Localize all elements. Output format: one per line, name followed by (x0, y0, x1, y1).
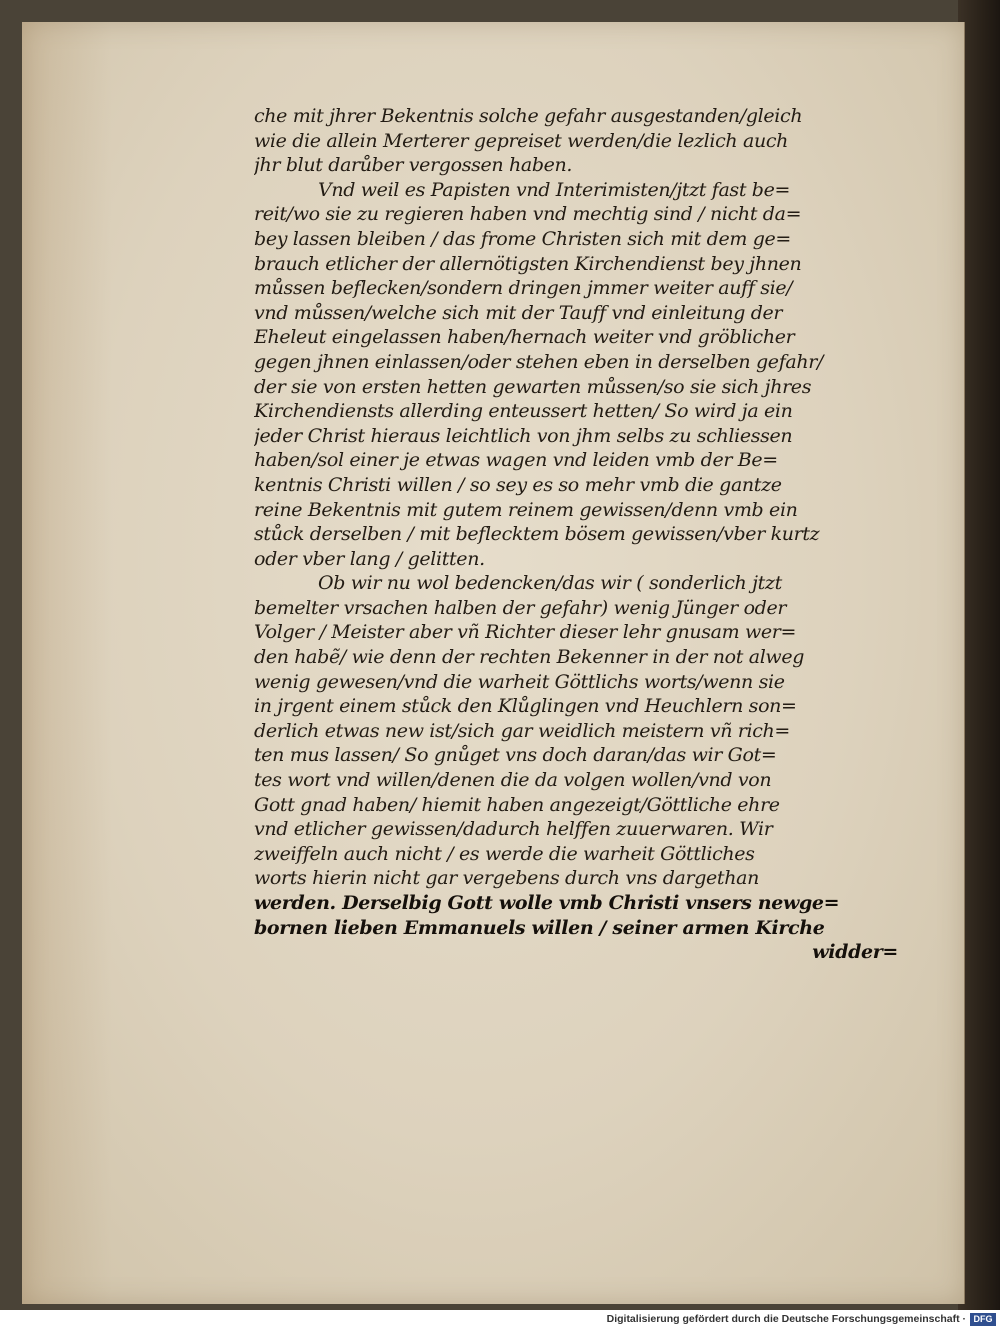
text-line: ten mus lassen/ So gnůget vns doch daran/das wir Got= (254, 744, 777, 767)
text-line: tes wort vnd willen/denen die da volgen wollen/vnd von (254, 769, 772, 792)
text-line: Volger / Meister aber vñ Richter dieser lehr gnusam wer= (254, 621, 797, 644)
text-line: Gott gnad haben/ hiemit haben angezeigt/Göttliche ehre (254, 793, 780, 816)
text-line: haben/sol einer je etwas wagen vnd leiden vmb der Be= (254, 449, 778, 472)
text-line: stůck derselben / mit beflecktem bösem gewissen/vber kurtz (254, 523, 820, 546)
text-line: zweiffeln auch nicht / es werde die warheit Göttliches (254, 842, 755, 865)
page-text (254, 104, 904, 1094)
digitization-footer (0, 1310, 1000, 1328)
text-line: Eheleut eingelassen haben/hernach weiter vnd gröblicher (254, 326, 795, 349)
text-line: der sie von ersten hetten gewarten můssen/so sie sich jhres (254, 375, 812, 398)
text-line: jeder Christ hieraus leichtlich von jhm selbs zu schliessen (254, 424, 793, 447)
text-line: wenig gewesen/vnd die warheit Göttlichs worts/wenn sie (254, 670, 785, 693)
text-line: bemelter vrsachen halben der gefahr) wenig Jünger oder (254, 596, 787, 619)
text-line: oder vber lang / gelitten. (254, 547, 485, 570)
text-line: werden. Derselbig Gott wolle vmb Christi vnsers newge= (254, 892, 840, 914)
text-line: den habẽ/ wie denn der rechten Bekenner in der not alweg (254, 646, 805, 669)
text-line: Kirchendiensts allerding enteussert hetten/ So wird ja ein (254, 400, 793, 423)
catchword: widder= (812, 941, 898, 964)
text-line: brauch etlicher der allernötigsten Kirchendienst bey jhnen (254, 252, 802, 275)
text-line: vnd etlicher gewissen/dadurch helffen zuuerwaren. Wir (254, 818, 773, 841)
paragraph-start-line: Vnd weil es Papisten vnd Interimisten/jtzt fast be= (318, 178, 791, 201)
text-line: můssen beflecken/sondern dringen jmmer weiter auff sie/ (254, 277, 793, 300)
funding-credit: Digitalisierung gefördert durch die Deutsche Forschungsgemeinschaft · (606, 1313, 966, 1325)
text-line: derlich etwas new ist/sich gar weidlich meistern vñ rich= (254, 719, 790, 742)
text-line: reit/wo sie zu regieren haben vnd mechtig sind / nicht da= (254, 203, 802, 226)
dfg-logo-icon: DFG (970, 1313, 996, 1326)
text-line: jhr blut darůber vergossen haben. (254, 154, 573, 177)
text-line: bornen lieben Emmanuels willen / seiner armen Kirche (254, 916, 825, 939)
text-line: gegen jhnen einlassen/oder stehen eben in derselben gefahr/ (254, 350, 824, 373)
text-line: kentnis Christi willen / so sey es so mehr vmb die gantze (254, 473, 782, 496)
text-line: bey lassen bleiben / das frome Christen sich mit dem ge= (254, 227, 791, 250)
text-line: che mit jhrer Bekentnis solche gefahr ausgestanden/gleich (254, 105, 803, 127)
text-line: wie die allein Merterer gepreiset werden/die lezlich auch (254, 129, 789, 152)
text-line: in jrgent einem stůck den Klůglingen vnd Heuchlern son= (254, 695, 797, 718)
paragraph-start-line: Ob wir nu wol bedencken/das wir ( sonderlich jtzt (318, 572, 782, 595)
text-line: reine Bekentnis mit gutem reinem gewissen/denn vmb ein (254, 498, 798, 521)
paper-stain (22, 22, 112, 1304)
text-line: vnd můssen/welche sich mit der Tauff vnd einleitung der (254, 301, 783, 324)
text-line: worts hierin nicht gar vergebens durch vns dargethan (254, 867, 759, 890)
